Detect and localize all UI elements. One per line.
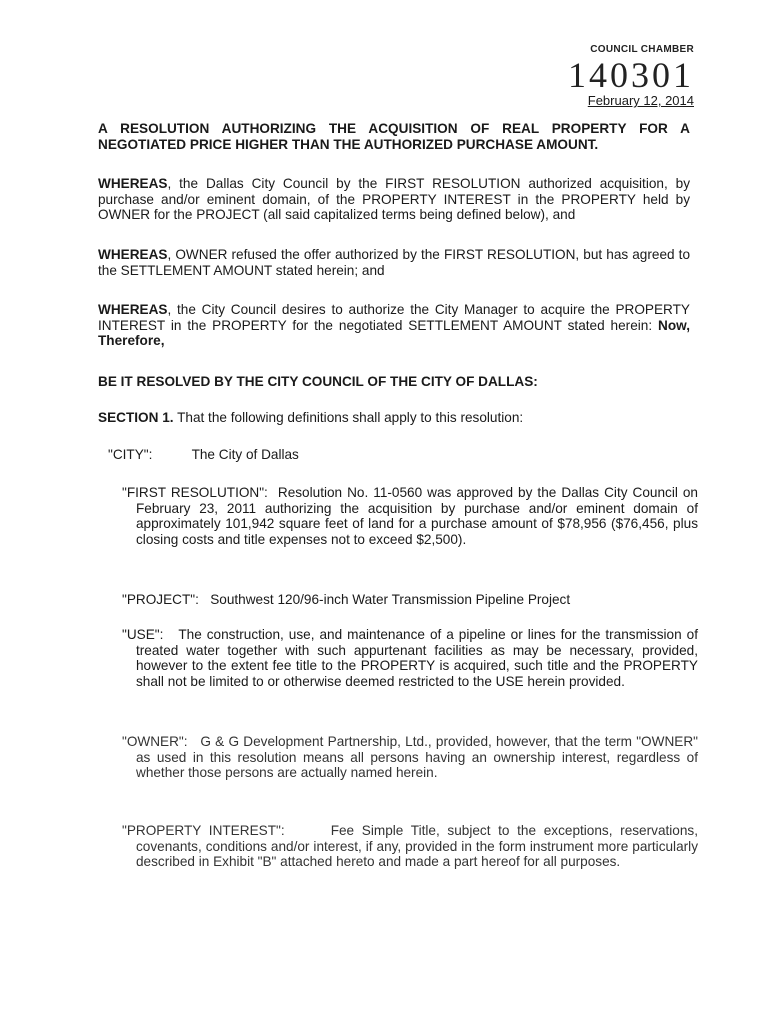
definition-term: "PROJECT": <box>122 592 199 607</box>
whereas-paragraph-1 <box>98 176 690 223</box>
resolution-date: February 12, 2014 <box>587 93 694 108</box>
definition-text: The City of Dallas <box>191 447 299 462</box>
definition-term: "CITY": <box>108 447 153 462</box>
definition-text: The construction, use, and maintenance of a pipeline or lines for the transmission of treated water together with such appurtenant facilities as may be necessary, provided, however to the extent fee title to the PROPERTY is acquired, such title and the PROPERTY shall not be limited to or otherwise deemed restricted to the USE herein provided. <box>136 627 698 689</box>
definition-term: "FIRST RESOLUTION": <box>122 485 268 500</box>
definition-owner <box>122 734 698 781</box>
whereas-tail: Now, Therefore, <box>98 317 690 348</box>
council-chamber-stamp <box>568 44 694 108</box>
whereas-text: , the Dallas City Council by the FIRST RESOLUTION authorized acquisition, by purchase and/or eminent domain, of the PROPERTY INTEREST in the PROPERTY held by OWNER for the PROJECT (all said capitalized terms being defined below), and <box>98 176 690 222</box>
whereas-paragraph-3 <box>98 302 690 349</box>
whereas-lead: WHEREAS <box>98 302 168 317</box>
definition-property-interest <box>122 823 698 870</box>
whereas-text: , OWNER refused the offer authorized by the FIRST RESOLUTION, but has agreed to the SETTLEMENT AMOUNT stated herein; and <box>98 247 690 278</box>
definition-city <box>108 447 698 463</box>
section-1 <box>98 410 690 426</box>
council-chamber-label: COUNCIL CHAMBER <box>590 44 694 55</box>
whereas-paragraph-2 <box>98 247 690 278</box>
resolution-title: A RESOLUTION AUTHORIZING THE ACQUISITION OF REAL PROPERTY FOR A NEGOTIATED PRICE HIGHER THAN THE AUTHORIZED PURCHASE AMOUNT. <box>98 121 690 152</box>
definition-text: Southwest 120/96-inch Water Transmission Pipeline Project <box>210 592 571 607</box>
section-lead: SECTION 1. <box>98 410 174 425</box>
whereas-lead: WHEREAS <box>98 176 168 191</box>
whereas-text: , the City Council desires to authorize the City Manager to acquire the PROPERTY INTEREST in the PROPERTY for the negotiated SETTLEMENT AMOUNT stated herein: <box>98 302 690 333</box>
definition-first-resolution <box>122 485 698 547</box>
definition-project <box>122 592 698 608</box>
definition-use <box>122 627 698 689</box>
definition-text: Fee Simple Title, subject to the exceptions, reservations, covenants, conditions and/or interest, if any, provided in the form instrument more particularly described in Exhibit "B" attached hereto and made a part hereof for all purposes. <box>136 823 698 869</box>
definition-text: Resolution No. 11-0560 was approved by the Dallas City Council on February 23, 2011 authorizing the acquisition by purchase and/or eminent domain of approximately 101,942 square feet of land for a purchase amount of $78,956 ($76,456, plus closing costs and title expenses not to exceed $2,500). <box>136 485 698 547</box>
resolution-number: 140301 <box>568 55 694 95</box>
definition-term: "USE": <box>122 627 164 642</box>
section-text: That the following definitions shall apply to this resolution: <box>173 410 524 425</box>
definition-text: G & G Development Partnership, Ltd., provided, however, that the term "OWNER" as used in this resolution means all persons having an ownership interest, regardless of whether those persons are actually named herein. <box>136 734 698 780</box>
whereas-lead: WHEREAS <box>98 247 168 262</box>
definition-term: "PROPERTY INTEREST": <box>122 823 285 838</box>
be-it-resolved: BE IT RESOLVED BY THE CITY COUNCIL OF THE CITY OF DALLAS: <box>98 374 538 389</box>
definition-term: "OWNER": <box>122 734 188 749</box>
